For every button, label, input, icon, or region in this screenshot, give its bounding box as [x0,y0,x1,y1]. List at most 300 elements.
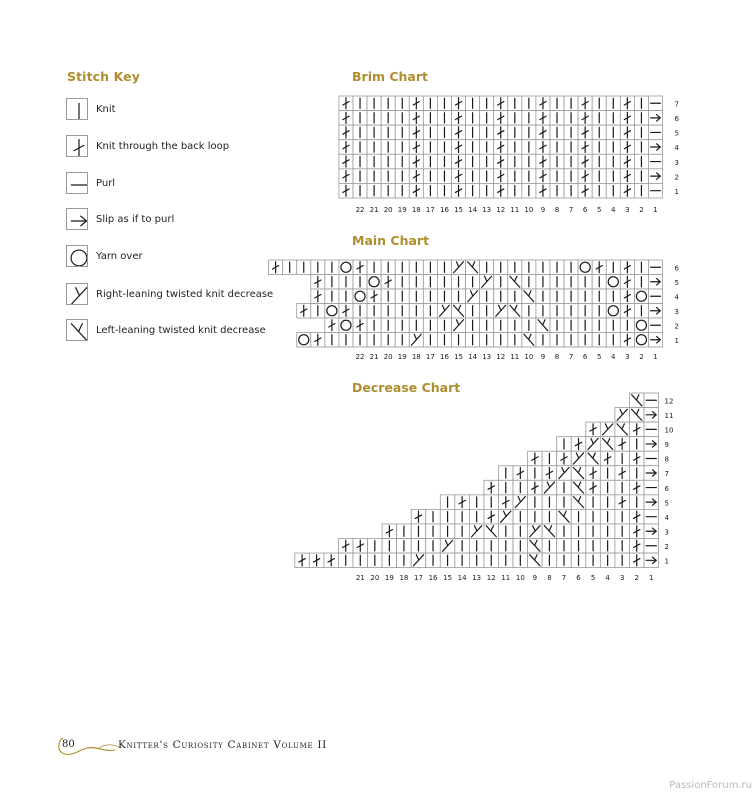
chart-cell-ktbl [578,111,592,126]
chart-cell-knit [606,140,620,155]
row-number: 6 [674,264,680,273]
chart-cell-knit [437,333,451,348]
chart-cell-rt [409,333,423,348]
chart-cell-ktbl [338,539,353,554]
chart-cell-rt [528,524,543,539]
chart-cell-ktbl [353,318,367,333]
chart-cell-knit [484,539,499,554]
chart-cell-knit [592,318,606,333]
chart-cell-lt [484,524,499,539]
chart-cell-knit [423,275,437,290]
chart-cell-rt [586,437,601,452]
row-number: 1 [674,336,680,345]
chart-cell-knit [451,289,465,304]
chart-cell-purl [648,96,662,111]
column-number: 21 [369,353,379,361]
chart-cell-knit [494,289,508,304]
chart-cell-knit [325,333,339,348]
chart-cell-knit [606,318,620,333]
chart-cell-ktbl [620,275,634,290]
chart-cell-lt [451,304,465,319]
chart-cell-knit [480,260,494,275]
chart-cell-rt [466,289,480,304]
chart-cell-slip [648,275,662,290]
chart-cell-ktbl [409,154,423,169]
chart-cell-knit [634,183,648,198]
column-number: 6 [576,574,581,582]
chart-cell-knit [494,333,508,348]
chart-3 [295,380,674,582]
chart-cell-knit [600,553,615,568]
chart-cell-lt [528,553,543,568]
row-number: 7 [664,470,670,479]
chart-cell-knit [437,318,451,333]
chart-cell-knit [634,140,648,155]
chart-cell-knit [522,169,536,184]
chart-cell-knit [564,154,578,169]
chart-cell-ktbl [409,140,423,155]
chart-cell-ktbl [409,183,423,198]
column-number: 3 [625,206,630,214]
column-number: 15 [443,574,453,582]
chart-cell-knit [381,260,395,275]
column-number: 12 [486,574,496,582]
chart-cell-rt [557,466,572,481]
chart-cell-knit [536,304,550,319]
chart-cell-ktbl [494,125,508,140]
chart-cell-ktbl [339,304,353,319]
chart-cell-ktbl [455,495,470,510]
chart-cell-purl [648,125,662,140]
chart-cell-knit [480,183,494,198]
column-number: 9 [540,206,546,214]
chart-cell-ktbl [615,466,630,481]
chart-cell-knit [578,333,592,348]
chart-cell-slip [644,466,659,481]
chart-cell-knit [536,289,550,304]
chart-cell-knit [283,260,297,275]
chart-cell-knit [426,539,441,554]
chart-cell-lt [542,524,557,539]
chart-cell-knit [615,539,630,554]
column-number: 21 [369,206,379,214]
chart-cell-knit [494,275,508,290]
chart-cell-ktbl [494,169,508,184]
chart-cell-knit [600,539,615,554]
row-number: 2 [674,173,680,182]
chart-cell-knit [451,333,465,348]
chart-cell-lt [615,422,630,437]
chart-cell-lt [522,289,536,304]
row-number: 3 [674,307,680,316]
chart-cell-knit [522,183,536,198]
chart-cell-ktbl [629,524,644,539]
chart-title: Decrease Chart [352,380,461,395]
chart-cell-knit [564,275,578,290]
chart-cell-knit [606,154,620,169]
chart-cell-ktbl [578,183,592,198]
chart-cell-ktbl [578,96,592,111]
chart-cell-knit [353,154,367,169]
chart-cell-knit [606,96,620,111]
column-number: 11 [510,353,520,361]
chart-cell-ktbl [451,169,465,184]
column-number: 1 [649,574,654,582]
column-number: 21 [355,574,365,582]
chart-cell-knit [311,304,325,319]
chart-cell-lt [508,275,522,290]
chart-cell-knit [423,96,437,111]
chart-cell-knit [409,275,423,290]
chart-cell-knit [381,125,395,140]
chart-cell-purl [648,154,662,169]
chart-cell-ktbl [451,140,465,155]
chart-cell-knit [522,96,536,111]
chart-cell-slip [644,437,659,452]
chart-cell-ktbl [494,140,508,155]
chart-cell-knit [578,275,592,290]
chart-cell-ktbl [536,183,550,198]
chart-cell-knit [395,304,409,319]
chart-cell-knit [480,125,494,140]
chart-cell-ktbl [339,140,353,155]
chart-cell-knit [557,495,572,510]
chart-cell-knit [426,553,441,568]
chart-cell-knit [423,125,437,140]
chart-cell-knit [368,553,383,568]
chart-cell-knit [634,275,648,290]
column-number: 14 [468,206,478,214]
chart-cell-knit [494,260,508,275]
chart-cell-knit [615,480,630,495]
column-number: 11 [510,206,520,214]
chart-cell-knit [466,275,480,290]
chart-cell-ktbl [295,553,310,568]
chart-cell-knit [325,260,339,275]
chart-cell-slip [648,169,662,184]
chart-cell-ktbl [339,125,353,140]
chart-cell-ktbl [494,154,508,169]
chart-cell-knit [615,451,630,466]
chart-cell-knit [600,466,615,481]
chart-cell-ktbl [536,96,550,111]
chart-cell-knit [536,260,550,275]
chart-cell-knit [367,154,381,169]
column-number: 11 [501,574,511,582]
chart-cell-knit [423,154,437,169]
chart-cell-knit [592,154,606,169]
chart-cell-knit [409,304,423,319]
column-number: 4 [605,574,610,582]
chart-cell-knit [513,509,528,524]
column-number: 13 [482,206,492,214]
chart-cell-purl [648,183,662,198]
chart-cell-knit [395,260,409,275]
column-number: 1 [653,353,658,361]
chart-cell-knit [494,318,508,333]
chart-cell-ktbl [592,260,606,275]
chart-cell-knit [480,333,494,348]
chart-title: Brim Chart [352,69,429,84]
chart-cell-knit [381,96,395,111]
chart-cell-yo [339,318,353,333]
chart-cell-ktbl [586,480,601,495]
chart-cell-knit [586,509,601,524]
chart-cell-knit [368,539,383,554]
chart-cell-ktbl [339,183,353,198]
chart-cell-knit [513,553,528,568]
chart-cell-ktbl [324,553,339,568]
chart-cell-knit [426,524,441,539]
chart-cell-knit [592,289,606,304]
chart-cell-knit [466,318,480,333]
chart-cell-knit [367,96,381,111]
chart-cell-yo [606,304,620,319]
column-number: 10 [524,353,534,361]
chart-cell-ktbl [451,183,465,198]
chart-cell-rt [542,480,557,495]
chart-cell-knit [592,96,606,111]
chart-cell-rt [571,451,586,466]
stitch-key-heading: Stitch Key [67,69,140,84]
chart-cell-rt [499,509,514,524]
chart-cell-knit [528,509,543,524]
chart-cell-knit [615,524,630,539]
chart-cell-knit [423,183,437,198]
chart-cell-ktbl [536,140,550,155]
chart-cell-knit [522,154,536,169]
row-number: 5 [674,129,680,138]
chart-cell-knit [571,509,586,524]
watermark: PassionForum.ru [669,780,752,791]
chart-cell-knit [455,509,470,524]
chart-cell-knit [353,183,367,198]
chart-cell-ktbl [311,275,325,290]
chart-cell-knit [423,169,437,184]
chart-cell-knit [381,154,395,169]
chart-cell-knit [353,333,367,348]
stitch-key-label: Knit [96,103,116,115]
chart-cell-knit [395,154,409,169]
chart-cell-knit [508,169,522,184]
chart-cell-knit [508,125,522,140]
chart-cell-knit [311,260,325,275]
chart-cell-knit [426,509,441,524]
chart-cell-ktbl [339,111,353,126]
chart-cell-knit [592,125,606,140]
chart-cell-ktbl [536,125,550,140]
chart-cell-knit [578,289,592,304]
chart-cell-purl [644,451,659,466]
chart-cell-knit [634,260,648,275]
chart-cell-knit [564,260,578,275]
chart-cell-ktbl [311,289,325,304]
stitch-key-label: Slip as if to purl [96,213,175,225]
row-number: 5 [674,278,680,287]
column-number: 18 [411,206,421,214]
column-number: 16 [428,574,438,582]
chart-cell-knit [411,539,426,554]
chart-cell-knit [440,495,455,510]
chart-cell-ktbl [339,154,353,169]
chart-cell-knit [466,154,480,169]
chart-cell-lt [629,408,644,423]
chart-cell-knit [381,318,395,333]
chart-cell-ktbl [586,466,601,481]
chart-cell-knit [592,183,606,198]
chart-cell-knit [522,275,536,290]
chart-cell-ktbl [620,140,634,155]
chart-cell-ktbl [578,140,592,155]
column-number: 16 [439,206,449,214]
chart-cell-ktbl [494,96,508,111]
chart-cell-yo [634,318,648,333]
chart-cell-knit [297,260,311,275]
chart-cell-ktbl [451,154,465,169]
chart-cell-knit [600,495,615,510]
chart-cell-knit [600,509,615,524]
column-number: 13 [482,353,492,361]
chart-cell-knit [397,524,412,539]
chart-cell-ktbl [615,495,630,510]
chart-cell-rt [494,304,508,319]
chart-cell-ktbl [309,553,324,568]
chart-cell-knit [564,304,578,319]
chart-cell-ktbl [620,96,634,111]
chart-cell-knit [338,553,353,568]
chart-2 [269,233,680,361]
chart-cell-knit [339,289,353,304]
chart-cell-yo [297,333,311,348]
column-number: 14 [468,353,478,361]
chart-cell-knit [629,437,644,452]
chart-cell-knit [508,96,522,111]
chart-cell-knit [592,304,606,319]
chart-cell-knit [437,140,451,155]
chart-cell-knit [395,183,409,198]
chart-cell-knit [397,553,412,568]
chart-cell-ktbl [620,183,634,198]
chart-cell-knit [508,318,522,333]
chart-cell-knit [395,111,409,126]
chart-cell-knit [550,183,564,198]
chart-cell-ktbl [620,304,634,319]
chart-cell-rt [615,408,630,423]
chart-cell-knit [606,125,620,140]
column-number: 20 [383,353,393,361]
chart-cell-knit [564,169,578,184]
chart-cell-purl [648,289,662,304]
column-number: 5 [596,206,602,214]
column-number: 8 [554,353,560,361]
chart-cell-knit [634,154,648,169]
chart-cell-knit [542,509,557,524]
chart-cell-ktbl [494,111,508,126]
chart-cell-knit [522,318,536,333]
chart-cell-ktbl [311,333,325,348]
chart-cell-knit [353,125,367,140]
chart-cell-purl [644,509,659,524]
chart-cell-rt [451,260,465,275]
chart-cell-knit [499,466,514,481]
chart-cell-knit [466,111,480,126]
chart-cell-slip [648,304,662,319]
chart-cell-knit [409,260,423,275]
chart-cell-knit [499,480,514,495]
column-number: 12 [496,206,506,214]
chart-cell-ktbl [615,437,630,452]
chart-cell-purl [648,318,662,333]
chart-cell-lt [536,318,550,333]
column-number: 19 [384,574,394,582]
chart-cell-knit [564,289,578,304]
chart-cell-knit [550,318,564,333]
chart-cell-knit [451,275,465,290]
chart-cell-ktbl [620,125,634,140]
chart-cell-yo [634,333,648,348]
row-number: 3 [674,158,680,167]
chart-cell-ktbl [499,495,514,510]
chart-cell-knit [592,275,606,290]
column-number: 13 [472,574,482,582]
chart-cell-ktbl [339,169,353,184]
chart-cell-knit [423,140,437,155]
chart-cell-ktbl [528,480,543,495]
column-number: 7 [561,574,567,582]
chart-cell-knit [381,304,395,319]
row-number: 4 [674,144,680,153]
chart-cell-knit [606,289,620,304]
chart-cell-yo [367,275,381,290]
row-number: 5 [664,499,670,508]
chart-cell-knit [437,96,451,111]
chart-cell-knit [522,304,536,319]
chart-cell-knit [480,96,494,111]
chart-cell-knit [395,289,409,304]
chart-cell-knit [564,183,578,198]
chart-cell-knit [536,275,550,290]
chart-cell-knit [542,539,557,554]
chart-cell-ktbl [367,289,381,304]
chart-cell-ktbl [578,169,592,184]
chart-cell-knit [325,275,339,290]
chart-cell-ktbl [513,466,528,481]
chart-cell-ktbl [629,509,644,524]
chart-cell-knit [571,553,586,568]
column-number: 4 [611,353,616,361]
chart-cell-purl [644,422,659,437]
chart-cell-knit [437,289,451,304]
chart-title: Main Chart [352,233,430,248]
column-number: 18 [411,353,421,361]
row-number: 2 [674,322,680,331]
chart-cell-knit [455,539,470,554]
chart-cell-knit [508,111,522,126]
chart-cell-ktbl [339,96,353,111]
chart-cell-ktbl [409,169,423,184]
chart-cell-knit [469,539,484,554]
chart-cell-slip [644,408,659,423]
chart-cell-knit [353,304,367,319]
chart-cell-knit [513,524,528,539]
chart-cell-lt [508,304,522,319]
row-number: 8 [664,455,670,464]
chart-cell-knit [634,96,648,111]
chart-cell-lt [557,509,572,524]
row-number: 6 [664,484,670,493]
chart-cell-knit [381,289,395,304]
chart-cell-knit [480,318,494,333]
